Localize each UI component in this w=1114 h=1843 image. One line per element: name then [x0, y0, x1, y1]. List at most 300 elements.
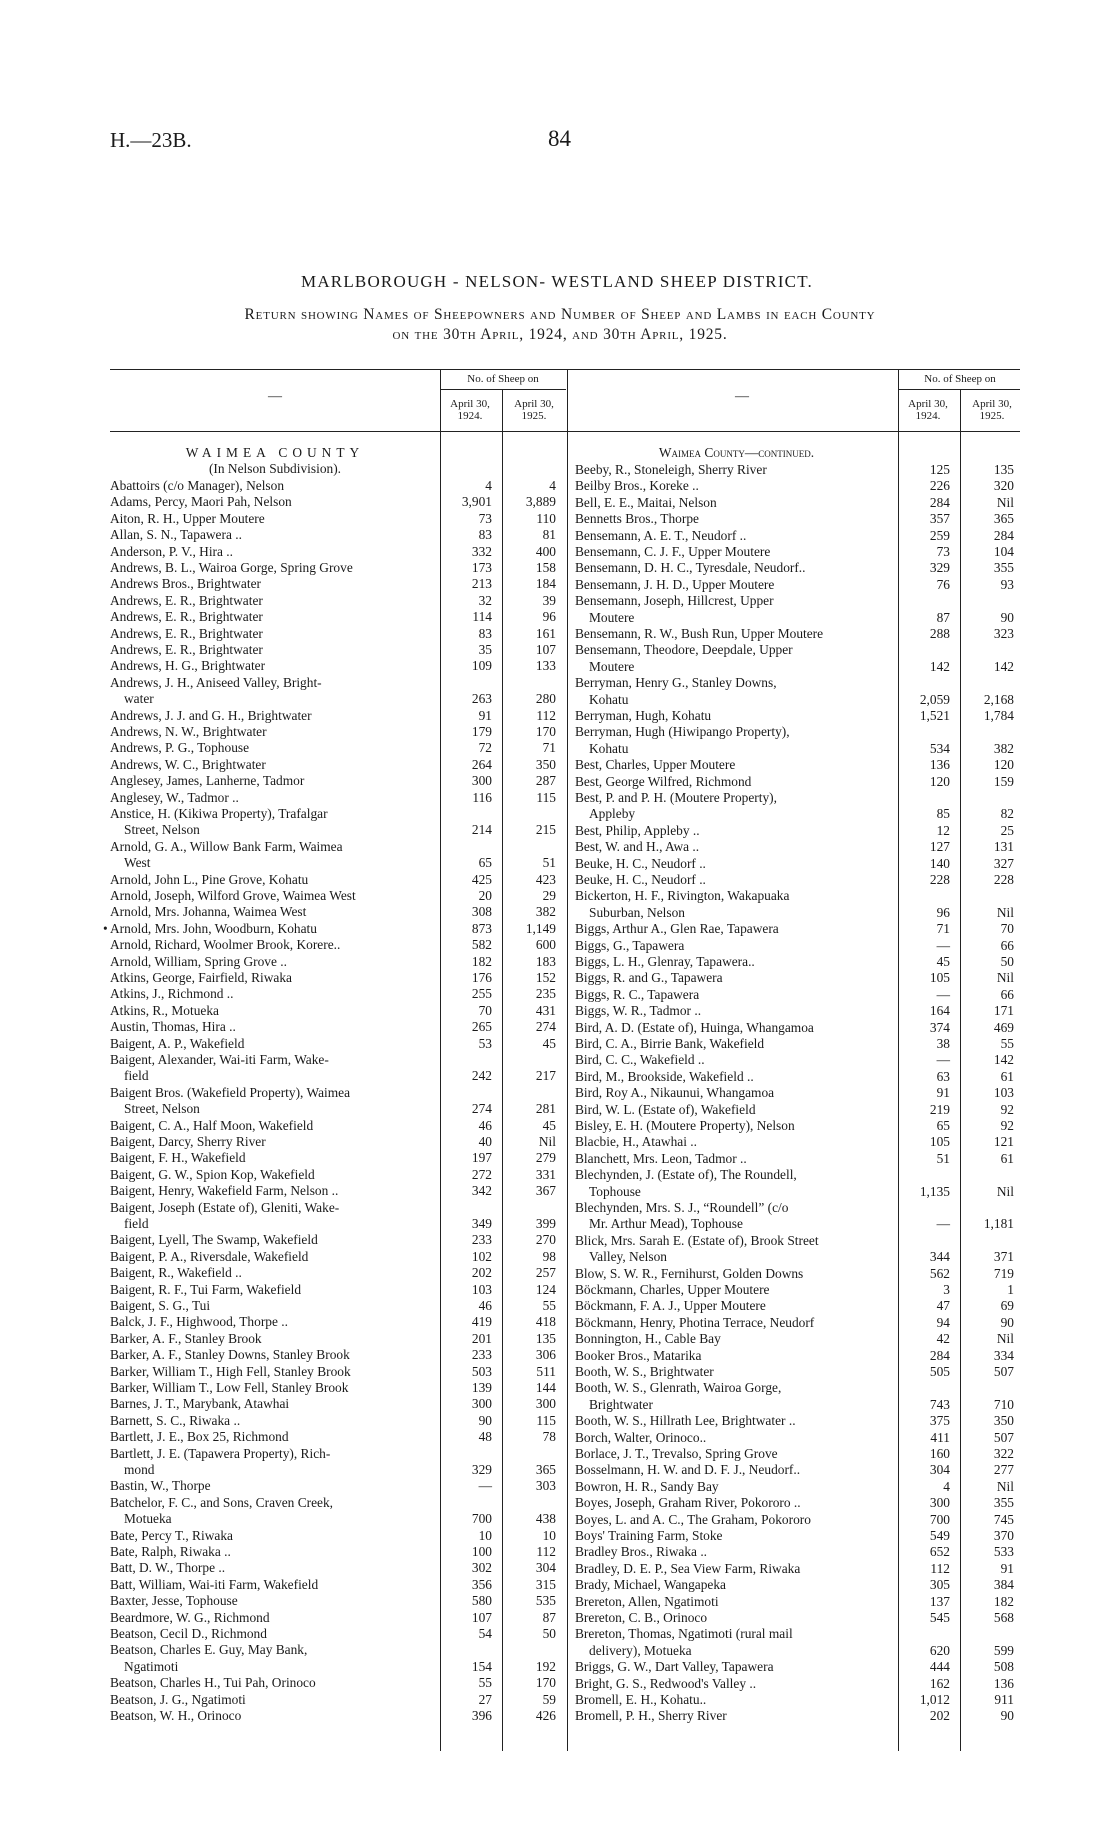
sheep-1925-value: 29	[542, 888, 556, 903]
owner-name-continued: Ngatimoti	[124, 1658, 179, 1674]
sheep-1924-value: 63	[936, 1068, 950, 1084]
sheep-1925-value: 382	[993, 740, 1014, 756]
owner-name: Baigent, R. F., Tui Farm, Wakefield	[110, 1281, 302, 1297]
owner-name-continued: water	[124, 691, 154, 707]
sheep-1924-value: 51	[936, 1150, 950, 1166]
sheep-1925-value: 121	[993, 1134, 1014, 1150]
sheep-1925-value: 327	[993, 855, 1014, 871]
owner-name-continued: Street, Nelson	[124, 822, 200, 838]
sheep-1925-value: 365	[535, 1461, 556, 1477]
sheep-1925-value: 110	[536, 510, 556, 526]
owner-name: Beatson, Charles H., Tui Pah, Orinoco	[110, 1675, 316, 1691]
sheep-1925-value: 66	[1000, 986, 1014, 1002]
owner-name: Best, W. and H., Awa ..	[575, 839, 700, 855]
owner-name: Andrews, E. R., Brightwater	[110, 625, 263, 641]
sheep-1925-value: 171	[993, 1003, 1014, 1019]
sheep-1925-value: 257	[535, 1265, 556, 1281]
sheep-1925-value: 384	[993, 1577, 1014, 1593]
sheep-1924-value: 743	[929, 1396, 950, 1412]
owner-name-continued: field	[124, 1068, 149, 1084]
owner-name: Briggs, G. W., Dart Valley, Tapawera	[575, 1659, 774, 1675]
owner-name: Adams, Percy, Maori Pah, Nelson	[110, 494, 292, 510]
sheep-1925-value: Nil	[996, 904, 1014, 920]
sheep-1925-value: 331	[535, 1166, 556, 1182]
left-col2-header: April 30, 1925.	[514, 398, 554, 422]
sheep-1925-value: 107	[535, 642, 556, 657]
owner-name: Bisley, E. H. (Moutere Property), Nelson	[575, 1118, 795, 1133]
sheep-1924-value: 4	[485, 478, 492, 493]
sheep-1924-value: 91	[478, 707, 492, 723]
sheep-1925-value: 426	[535, 1708, 556, 1723]
sheep-1925-value: 61	[1000, 1068, 1014, 1084]
owner-name: Baxter, Jesse, Tophouse	[110, 1593, 238, 1609]
owner-name: Böckmann, Henry, Photina Terrace, Neudorf	[575, 1314, 815, 1330]
table-row	[0, 577, 1114, 593]
sheep-1924-value: 107	[471, 1609, 492, 1625]
sheep-1924-value: 700	[929, 1511, 950, 1527]
sheep-1925-value: 182	[993, 1593, 1014, 1609]
sheep-1924-value: 55	[478, 1675, 492, 1691]
owner-name: Bell, E. E., Maitai, Nelson	[575, 494, 717, 510]
owner-name-continued: Suburban, Nelson	[589, 904, 685, 920]
sheep-1925-value: 96	[542, 609, 556, 625]
owner-name: Brereton, Thomas, Ngatimoti (rural mail	[575, 1626, 793, 1642]
sheep-1925-value: 135	[993, 462, 1014, 477]
sheep-1925-value: 355	[993, 1495, 1014, 1511]
sheep-1925-value: 92	[1000, 1101, 1014, 1117]
owner-name: Blanchett, Mrs. Leon, Tadmor ..	[575, 1150, 747, 1166]
owner-name: Bensemann, Joseph, Hillcrest, Upper	[575, 593, 774, 609]
owner-name: Andrews, N. W., Brightwater	[110, 724, 267, 739]
sheep-1924-value: 102	[471, 1248, 492, 1264]
sheep-1925-value: 304	[535, 1560, 556, 1576]
sheep-1924-value: 112	[930, 1560, 950, 1576]
sheep-1924-value: 114	[472, 609, 492, 625]
sheep-1924-value: 94	[936, 1314, 950, 1330]
owner-name-continued: Moutere	[589, 609, 635, 625]
owner-name: Booth, W. S., Glenrath, Wairoa Gorge,	[575, 1380, 782, 1396]
owner-name: Beardmore, W. G., Richmond	[110, 1609, 270, 1625]
sheep-1924-value: 534	[929, 740, 950, 756]
sheep-1924-value: 620	[929, 1642, 950, 1658]
sheep-1924-value: 4	[943, 1478, 950, 1494]
owner-name: Andrews Bros., Brightwater	[110, 576, 261, 592]
sheep-1924-value: 12	[936, 822, 950, 838]
sheep-1925-value: 158	[535, 560, 556, 575]
sheep-1925-value: 423	[535, 871, 556, 887]
sheep-1925-value: 82	[1000, 806, 1014, 822]
sheep-1924-value: 356	[471, 1576, 492, 1592]
table-row	[0, 1003, 1114, 1019]
owner-name: Baigent, R., Wakefield ..	[110, 1265, 242, 1281]
sheep-1925-value: 315	[535, 1576, 556, 1592]
owner-name: Andrews, J. H., Aniseed Valley, Bright-	[110, 674, 322, 690]
sheep-1924-value: 264	[471, 756, 492, 772]
sheep-1925-value: Nil	[996, 1331, 1014, 1347]
left-group-rule	[440, 389, 566, 390]
sheep-1924-value: 3	[943, 1282, 950, 1297]
left-col1-header: April 30, 1924.	[450, 398, 490, 422]
owner-name: Baigent, S. G., Tui	[110, 1298, 211, 1313]
sheep-1924-value: 197	[471, 1150, 492, 1166]
table-row	[0, 1364, 1114, 1380]
owner-name: Beeby, R., Stoneleigh, Sherry River	[575, 462, 767, 477]
sheep-1925-value: 159	[993, 773, 1014, 789]
owner-name: Böckmann, F. A. J., Upper Moutere	[575, 1298, 766, 1314]
sheep-1925-value: 66	[1000, 937, 1014, 953]
table-row	[0, 1102, 1114, 1118]
sheep-1925-value: 370	[993, 1528, 1014, 1543]
sheep-1925-value: 568	[993, 1610, 1014, 1625]
owner-name: Brereton, Allen, Ngatimoti	[575, 1593, 719, 1609]
table-row	[0, 1446, 1114, 1462]
sheep-1924-value: 48	[478, 1429, 492, 1445]
owner-name: Atkins, R., Motueka	[110, 1002, 219, 1018]
table-row	[0, 1069, 1114, 1085]
sheep-1924-value: 549	[929, 1528, 950, 1543]
sheep-1925-value: 334	[993, 1347, 1014, 1363]
owner-name: Baigent, Alexander, Wai-iti Farm, Wake-	[110, 1052, 329, 1067]
owner-name: Andrews, W. C., Brightwater	[110, 756, 266, 772]
table-row	[0, 1085, 1114, 1101]
sheep-1925-value: 50	[1000, 954, 1014, 969]
sheep-1924-value: 54	[478, 1626, 492, 1641]
sheep-1925-value: 279	[535, 1150, 556, 1166]
sheep-1924-value: 329	[471, 1461, 492, 1477]
owner-name: Beuke, H. C., Neudorf ..	[575, 855, 706, 871]
owner-name-continued: Tophouse	[589, 1183, 641, 1199]
left-group-header: No. of Sheep on	[467, 373, 539, 385]
sheep-1924-value: 100	[471, 1544, 492, 1559]
right-group-header: No. of Sheep on	[924, 373, 996, 385]
table-row	[0, 560, 1114, 576]
sheep-1925-value: 45	[542, 1035, 556, 1051]
owner-name: Bensemann, D. H. C., Tyresdale, Neudorf..	[575, 560, 806, 576]
sheep-1924-value: 202	[929, 1708, 950, 1724]
owner-name: Beilby Bros., Koreke ..	[575, 478, 699, 494]
sheep-1925-value: 152	[535, 970, 556, 985]
owner-name-continued: Motueka	[124, 1511, 172, 1527]
table-top-rule	[110, 369, 1020, 370]
sheep-1924-value: 505	[929, 1364, 950, 1379]
table-row	[0, 1495, 1114, 1511]
sheep-1924-value: 162	[929, 1675, 950, 1691]
owner-name: Baigent, F. H., Wakefield	[110, 1150, 246, 1166]
owner-name: Bromell, P. H., Sherry River	[575, 1708, 727, 1724]
owner-name-continued: West	[124, 855, 151, 871]
sheep-1925-value: 277	[993, 1462, 1014, 1478]
sheep-1924-value: 53	[478, 1035, 492, 1051]
owner-name: Aiton, R. H., Upper Moutere	[110, 510, 265, 526]
owner-name: Bird, W. L. (Estate of), Wakefield	[575, 1101, 756, 1117]
sheep-1925-value: 235	[535, 986, 556, 1002]
table-row	[0, 1020, 1114, 1036]
sheep-1925-value: 184	[535, 576, 556, 592]
table-row	[0, 1036, 1114, 1052]
owner-name: Booth, W. S., Hillrath Lee, Brightwater ..	[575, 1413, 796, 1429]
sheep-1925-value: 135	[535, 1330, 556, 1346]
sheep-1924-value: 342	[471, 1183, 492, 1199]
sheep-1925-value: 303	[535, 1478, 556, 1494]
owner-name: Bastin, W., Thorpe	[110, 1478, 211, 1494]
sheep-1924-value: 201	[471, 1330, 492, 1346]
sheep-1925-value: 170	[535, 1675, 556, 1691]
owner-name: Baigent, Darcy, Sherry River	[110, 1134, 266, 1149]
sheep-1925-value: 92	[1000, 1118, 1014, 1133]
owner-name: Böckmann, Charles, Upper Moutere	[575, 1282, 770, 1297]
subtitle-line-1: Return showing Names of Sheepowners and Number of Sheep and Lambs in each County	[244, 306, 876, 323]
table-row	[0, 757, 1114, 773]
owner-name: Andrews, E. R., Brightwater	[110, 609, 263, 625]
table-row	[0, 528, 1114, 544]
sheep-1924-value: 83	[478, 527, 492, 543]
sheep-1924-value: 164	[929, 1003, 950, 1019]
table-row	[0, 1659, 1114, 1675]
sheep-1925-value: 112	[536, 1544, 556, 1559]
owner-name: Bensemann, J. H. D., Upper Moutere	[575, 576, 775, 592]
owner-name: Bird, C. C., Wakefield ..	[575, 1052, 705, 1068]
sheep-1925-value: 69	[1000, 1298, 1014, 1314]
owner-name: Arnold, G. A., Willow Bank Farm, Waimea	[110, 838, 343, 854]
owner-name: Andrews, J. J. and G. H., Brightwater	[110, 707, 312, 723]
table-row	[0, 1528, 1114, 1544]
sheep-1925-value: 1,149	[525, 920, 556, 936]
owner-name-continued: delivery), Motueka	[589, 1642, 692, 1658]
owner-name: Andrews, E. R., Brightwater	[110, 642, 263, 657]
right-col1-header: April 30, 1924.	[908, 398, 948, 422]
table-row	[0, 1167, 1114, 1200]
table-row	[0, 1462, 1114, 1478]
sheep-1924-value: 105	[929, 1134, 950, 1150]
sheep-1924-value: 444	[929, 1659, 950, 1675]
owner-name: Beatson, W. H., Orinoco	[110, 1708, 242, 1723]
table-row	[0, 724, 1114, 757]
owner-name: Allan, S. N., Tapawera ..	[110, 527, 242, 543]
owner-name: Arnold, John L., Pine Grove, Kohatu	[110, 871, 309, 887]
sheep-1925-value: 400	[535, 543, 556, 559]
sheep-1925-value: 306	[535, 1347, 556, 1363]
sheep-1925-value: 300	[535, 1396, 556, 1412]
sheep-1925-value: 104	[993, 544, 1014, 559]
owner-name: Austin, Thomas, Hira ..	[110, 1019, 236, 1035]
row-mark: •	[103, 920, 108, 936]
sheep-1924-value: —	[936, 986, 950, 1002]
table-row	[0, 823, 1114, 839]
sheep-1924-value: 374	[929, 1019, 950, 1035]
sheep-1925-value: 599	[993, 1642, 1014, 1658]
sheep-1925-value: 25	[1000, 822, 1014, 838]
owner-name-continued: Appleby	[589, 806, 636, 822]
table-row	[0, 790, 1114, 823]
owner-name: Bate, Ralph, Riwaka ..	[110, 1544, 231, 1559]
sheep-1924-value: 545	[929, 1610, 950, 1625]
owner-name: Baigent, G. W., Spion Kop, Wakefield	[110, 1166, 315, 1182]
sheep-1925-value: Nil	[996, 1183, 1014, 1199]
owner-name: Blacbie, H., Atawhai ..	[575, 1134, 697, 1150]
sheep-1925-value: 103	[993, 1085, 1014, 1101]
owner-name: Best, Philip, Appleby ..	[575, 822, 700, 838]
sheep-1925-value: 418	[535, 1314, 556, 1330]
owner-name: Bradley, D. E. P., Sea View Farm, Riwaka	[575, 1560, 801, 1576]
table-row	[0, 1512, 1114, 1528]
table-row	[0, 1577, 1114, 1593]
sheep-1924-value: 179	[471, 724, 492, 739]
sheep-1924-value: 140	[929, 855, 950, 871]
sheep-1924-value: 1,012	[919, 1692, 950, 1707]
sheep-1925-value: 131	[993, 839, 1014, 855]
sheep-1925-value: 365	[993, 511, 1014, 527]
sheep-1924-value: 45	[936, 954, 950, 969]
owner-name: Beuke, H. C., Neudorf ..	[575, 872, 706, 887]
sheep-1925-value: 61	[1000, 1150, 1014, 1166]
sheep-1924-value: 96	[936, 904, 950, 920]
sheep-1925-value: 371	[993, 1249, 1014, 1265]
table-row	[0, 1626, 1114, 1659]
owner-name-continued: field	[124, 1215, 149, 1231]
table-row	[0, 1708, 1114, 1724]
owner-name: Berryman, Henry G., Stanley Downs,	[575, 675, 777, 691]
sheep-1925-value: 270	[535, 1232, 556, 1248]
owner-name: Baigent, A. P., Wakefield	[110, 1035, 245, 1051]
sheep-1925-value: 287	[535, 773, 556, 789]
sheep-1924-value: 1,521	[919, 708, 950, 723]
sheep-1925-value: 511	[536, 1363, 556, 1379]
sheep-1924-value: 176	[471, 970, 492, 985]
sheep-1925-value: 90	[1000, 1314, 1014, 1330]
sheep-1924-value: 154	[471, 1658, 492, 1674]
sheep-1924-value: 357	[929, 511, 950, 527]
table-row	[0, 1348, 1114, 1364]
owner-name: Baigent, Joseph (Estate of), Gleniti, Wake-	[110, 1199, 340, 1215]
sheep-1925-value: 438	[535, 1511, 556, 1527]
owner-name: Barker, A. F., Stanley Brook	[110, 1330, 262, 1346]
sheep-1925-value: 45	[542, 1117, 556, 1133]
sheep-1925-value: 192	[535, 1658, 556, 1674]
sheep-1925-value: 508	[993, 1659, 1014, 1675]
table-row	[0, 987, 1114, 1003]
owner-name: Baigent, Lyell, The Swamp, Wakefield	[110, 1232, 318, 1248]
owner-name: Borch, Walter, Orinoco..	[575, 1429, 707, 1445]
table-row	[0, 1413, 1114, 1429]
sheep-1924-value: 120	[929, 773, 950, 789]
owner-name: Bird, M., Brookside, Wakefield ..	[575, 1068, 754, 1084]
sheep-1925-value: 90	[1000, 1708, 1014, 1724]
table-row	[0, 954, 1114, 970]
sheep-1924-value: 255	[471, 986, 492, 1002]
owner-name: Batt, D. W., Thorpe ..	[110, 1560, 226, 1576]
owner-name: Beatson, J. G., Ngatimoti	[110, 1691, 246, 1707]
sheep-1925-value: 535	[535, 1593, 556, 1609]
owner-name: Anderson, P. V., Hira ..	[110, 543, 233, 559]
sheep-1924-value: 109	[471, 658, 492, 674]
table-row	[0, 1380, 1114, 1413]
table-row	[0, 839, 1114, 855]
sheep-1924-value: 580	[471, 1593, 492, 1609]
sheep-1925-value: 323	[993, 626, 1014, 641]
sheep-1924-value: 73	[936, 544, 950, 559]
sheep-1925-value: 533	[993, 1544, 1014, 1560]
owner-name: Biggs, R. C., Tapawera	[575, 986, 700, 1002]
sheep-1924-value: 202	[471, 1265, 492, 1281]
sheep-1924-value: 226	[929, 478, 950, 494]
sheep-1925-value: 55	[1000, 1036, 1014, 1051]
right-name-header-dash: —	[735, 389, 749, 404]
sheep-1924-value: 46	[478, 1117, 492, 1133]
owner-name: Baigent, C. A., Half Moon, Wakefield	[110, 1117, 314, 1133]
sheep-1924-value: 329	[929, 560, 950, 576]
owner-name: Arnold, Mrs. John, Woodburn, Kohatu	[110, 920, 317, 936]
owner-name: Arnold, Richard, Woolmer Brook, Korere..	[110, 937, 341, 953]
owner-name: Bonnington, H., Cable Bay	[575, 1331, 721, 1347]
sheep-1924-value: 47	[936, 1298, 950, 1314]
sheep-1925-value: 136	[993, 1675, 1014, 1691]
table-row	[0, 970, 1114, 986]
owner-name-continued: Kohatu	[589, 740, 629, 756]
owner-name: Bensemann, C. J. F., Upper Moutere	[575, 544, 771, 559]
owner-name: Bird, Roy A., Nikaunui, Whangamoa	[575, 1085, 775, 1101]
owner-name: Boys' Training Farm, Stoke	[575, 1528, 723, 1543]
sheep-1924-value: 85	[936, 806, 950, 822]
owner-name: Best, P. and P. H. (Moutere Property),	[575, 790, 777, 805]
sheep-1924-value: 308	[471, 904, 492, 920]
table-row	[0, 544, 1114, 560]
sheep-1925-value: 322	[993, 1446, 1014, 1461]
owner-name: Blick, Mrs. Sarah E. (Estate of), Brook Street	[575, 1232, 819, 1248]
owner-name: Baigent Bros. (Wakefield Property), Waimea	[110, 1084, 351, 1100]
sheep-1924-value: —	[478, 1478, 492, 1494]
sheep-1924-value: 42	[936, 1331, 950, 1347]
sheep-1925-value: 10	[542, 1527, 556, 1543]
sheep-1925-value: Nil	[996, 1478, 1014, 1494]
owner-name: Bosselmann, H. W. and D. F. J., Neudorf..	[575, 1462, 801, 1478]
owner-name: Biggs, W. R., Tadmor ..	[575, 1003, 702, 1019]
sheep-1925-value: 144	[535, 1380, 556, 1395]
owner-name: Anglesey, W., Tadmor ..	[110, 789, 239, 805]
table-row	[0, 478, 1114, 494]
sheep-1925-value: 50	[542, 1626, 556, 1641]
subtitle-line-2: on the 30th April, 1924, and 30th April, 1925.	[392, 326, 728, 343]
sheep-1924-value: 300	[929, 1495, 950, 1511]
left-section-title: WAIMEA COUNTY	[185, 445, 365, 460]
owner-name: Baigent, Henry, Wakefield Farm, Nelson ..	[110, 1183, 339, 1199]
sheep-1924-value: 214	[471, 822, 492, 838]
sheep-1925-value: 81	[542, 527, 556, 543]
sheep-1925-value: 399	[535, 1215, 556, 1231]
sheep-1925-value: 382	[535, 904, 556, 920]
owner-name: Andrews, P. G., Tophouse	[110, 740, 250, 756]
sheep-1925-value: 59	[542, 1691, 556, 1707]
sheep-1925-value: 142	[993, 1052, 1014, 1068]
owner-name: Bright, G. S., Redwood's Valley ..	[575, 1675, 757, 1691]
table-row	[0, 774, 1114, 790]
sheep-1924-value: 344	[929, 1249, 950, 1265]
sheep-1925-value: 39	[542, 592, 556, 608]
owner-name: Biggs, G., Tapawera	[575, 937, 685, 953]
table-row	[0, 1331, 1114, 1347]
sheep-1924-value: 105	[929, 970, 950, 986]
owner-name: Baigent, P. A., Riversdale, Wakefield	[110, 1248, 309, 1264]
page-number: 84	[548, 126, 571, 151]
table-row	[0, 1610, 1114, 1626]
sheep-1924-value: 233	[471, 1347, 492, 1363]
sheep-1925-value: 350	[993, 1413, 1014, 1429]
sheep-1925-value: 90	[1000, 609, 1014, 625]
sheep-1924-value: 233	[471, 1232, 492, 1248]
sheep-1924-value: 288	[929, 626, 950, 641]
sheep-1924-value: 272	[471, 1166, 492, 1182]
sheep-1924-value: 87	[936, 609, 950, 625]
sheep-1925-value: 2,168	[983, 691, 1014, 707]
